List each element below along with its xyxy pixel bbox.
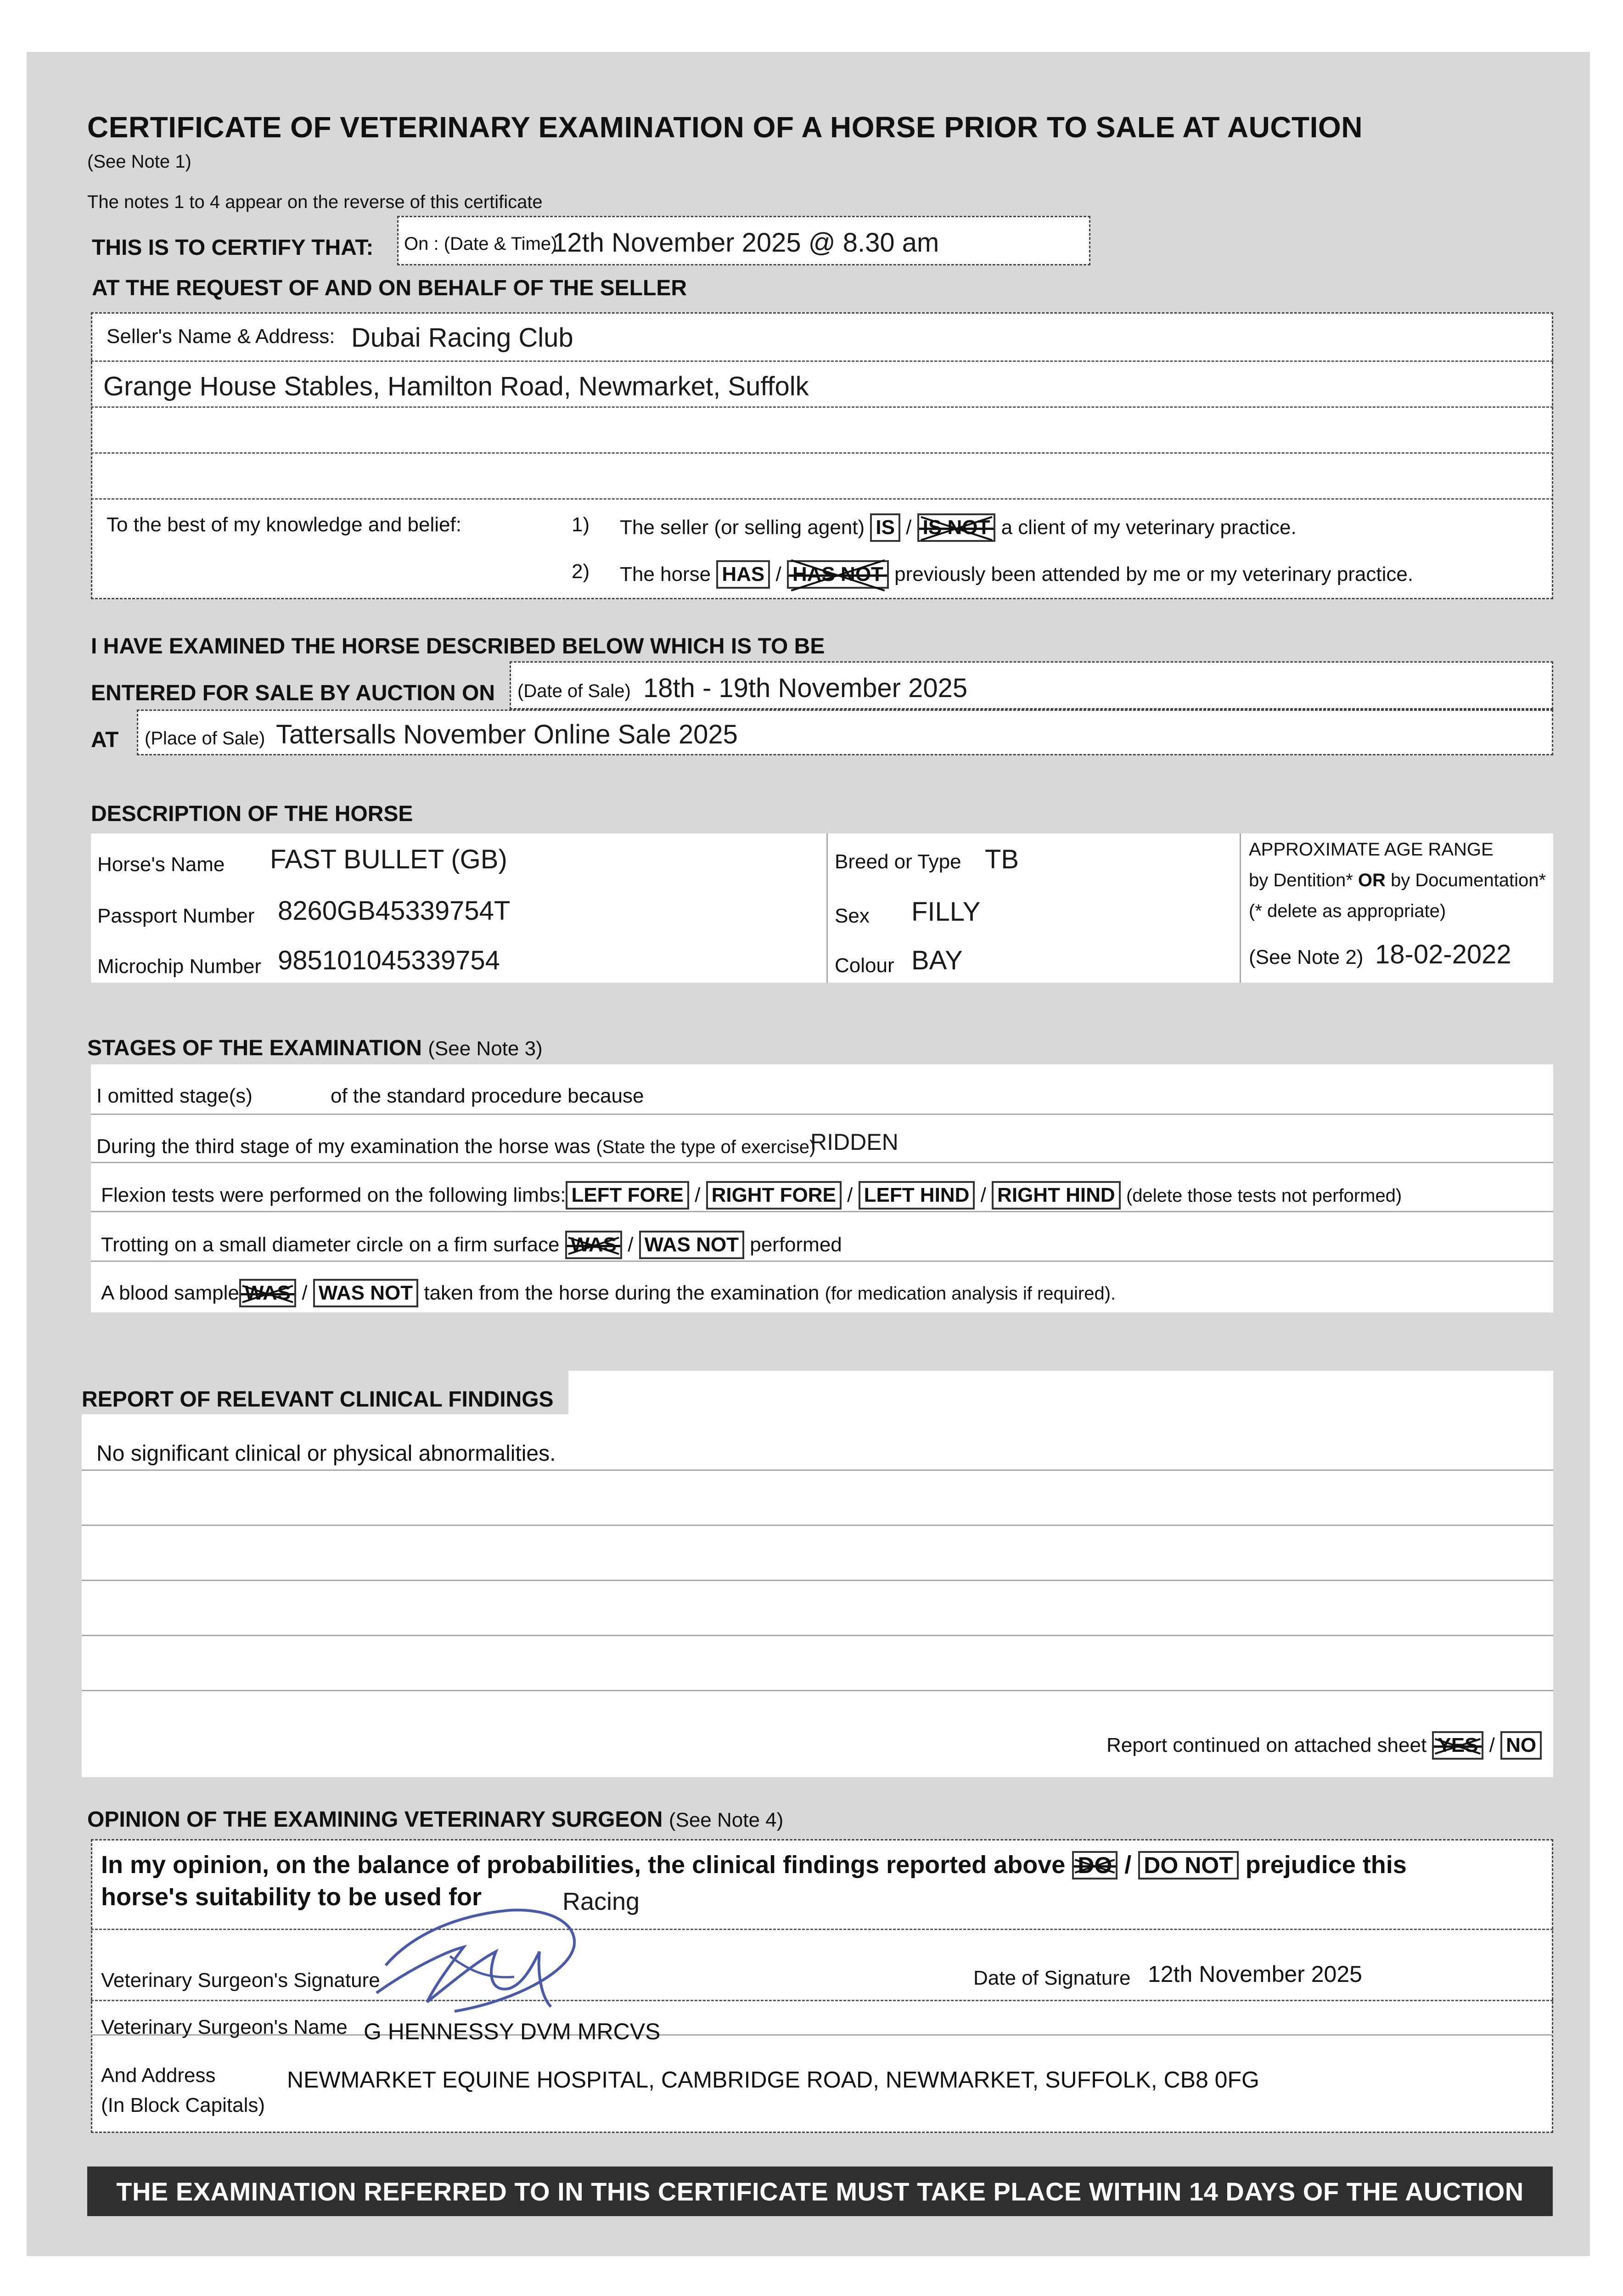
stages-title-text: STAGES OF THE EXAMINATION [87, 1036, 422, 1060]
blood-label: A blood sample [101, 1282, 239, 1304]
age-by-documentation: by Documentation* [1391, 870, 1546, 890]
blood-was-label: WAS [244, 1282, 291, 1304]
age-delete-note: (* delete as appropriate) [1249, 901, 1446, 921]
date-signature-value[interactable]: 12th November 2025 [1148, 1961, 1362, 1987]
findings-section-title: REPORT OF RELEVANT CLINICAL FINDINGS [82, 1387, 554, 1412]
flexion-label: Flexion tests were performed on the following limbs: [101, 1184, 566, 1206]
vet-address-label: And Address [101, 2064, 216, 2087]
entered-label: ENTERED FOR SALE BY AUCTION ON [91, 681, 495, 705]
question-1: The seller (or selling agent) IS / IS NOT a client of my veterinary practice. [620, 513, 1297, 542]
trotting-was-option[interactable] [565, 1231, 622, 1259]
report-continued: Report continued on attached sheet YES / NO [1106, 1731, 1542, 1760]
trotting-label: Trotting on a small diameter circle on a firm surface [101, 1233, 560, 1256]
flexion-left-fore[interactable]: LEFT FORE [566, 1181, 689, 1210]
findings-area[interactable] [82, 1414, 1553, 1777]
signature-image [358, 1896, 615, 2025]
request-label: AT THE REQUEST OF AND ON BEHALF OF THE SELLER [92, 276, 687, 300]
stages-see-note: (See Note 3) [428, 1037, 543, 1060]
datetime-label: On : (Date & Time) [404, 234, 557, 254]
question-1-number: 1) [572, 513, 590, 536]
opinion-do-option[interactable] [1072, 1851, 1118, 1880]
date-signature-label: Date of Signature [973, 1967, 1131, 1989]
third-stage-value[interactable]: RIDDEN [810, 1129, 899, 1155]
sex-value[interactable]: FILLY [911, 897, 981, 927]
opinion-statement-pre: In my opinion, on the balance of probabilities, the clinical findings reported above [101, 1851, 1066, 1879]
flexion-note: (delete those tests not performed) [1126, 1186, 1402, 1206]
passport-label: Passport Number [97, 905, 255, 927]
notes-line: The notes 1 to 4 appear on the reverse of this certificate [87, 192, 543, 212]
sale-place-field[interactable] [137, 709, 1553, 755]
question-1-text: The seller (or selling agent) [620, 516, 865, 539]
at-label: AT [91, 728, 119, 752]
question-2-number: 2) [572, 560, 590, 583]
opinion-donot-option[interactable]: DO NOT [1138, 1851, 1238, 1880]
sale-date-field[interactable] [510, 661, 1553, 709]
opinion-statement: In my opinion, on the balance of probabilities, the clinical findings reported above DO / DO NOT prejudice this [101, 1851, 1407, 1879]
knowledge-label: To the best of my knowledge and belief: [107, 513, 461, 536]
age-method [1249, 870, 1546, 891]
seller-address-value[interactable]: Grange House Stables, Hamilton Road, Newmarket, Suffolk [103, 371, 809, 401]
age-or: OR [1358, 870, 1386, 890]
findings-header-field [568, 1371, 1553, 1414]
age-see-note: (See Note 2) [1249, 946, 1364, 968]
client-isnot-option[interactable] [917, 513, 996, 542]
breed-value[interactable]: TB [985, 844, 1019, 874]
sale-place-label: (Place of Sale) [145, 728, 265, 748]
omitted-label: I omitted stage(s) [96, 1085, 253, 1107]
seller-name-label: Seller's Name & Address: [107, 325, 335, 348]
age-by-dentition: by Dentition* [1249, 870, 1353, 890]
stages-section-title [87, 1035, 543, 1061]
flexion-right-hind[interactable]: RIGHT HIND [992, 1181, 1121, 1210]
sale-date-value: 18th - 19th November 2025 [643, 673, 968, 703]
third-stage-hint: (State the type of exercise) [596, 1137, 816, 1157]
third-stage [96, 1135, 815, 1158]
age-value[interactable]: 18-02-2022 [1375, 940, 1511, 969]
continued-yes-label: YES [1438, 1734, 1478, 1756]
sale-date-label: (Date of Sale) [517, 681, 631, 701]
question-2-post: previously been attended by me or my veterinary practice. [894, 563, 1414, 585]
age-title: APPROXIMATE AGE RANGE [1249, 839, 1494, 860]
vet-address-label-2: (In Block Capitals) [101, 2094, 265, 2116]
vet-name-label: Veterinary Surgeon's Name [101, 2016, 348, 2038]
microchip-label: Microchip Number [97, 955, 261, 978]
trotting-post: performed [750, 1233, 842, 1256]
colour-value[interactable]: BAY [911, 945, 963, 975]
seller-name-value[interactable]: Dubai Racing Club [351, 323, 573, 353]
certify-label: THIS IS TO CERTIFY THAT: [92, 236, 374, 260]
trotting-wasnot-option[interactable]: WAS NOT [639, 1231, 744, 1259]
horse-name-value[interactable]: FAST BULLET (GB) [270, 844, 507, 874]
seller-box [91, 312, 1553, 599]
flexion-right-fore[interactable]: RIGHT FORE [706, 1181, 842, 1210]
attended-hasnot-label: HAS NOT [792, 563, 883, 585]
question-1-post: a client of my veterinary practice. [1001, 516, 1297, 539]
datetime-value: 12th November 2025 @ 8.30 am [552, 228, 939, 258]
blood-note: (for medication analysis if required). [825, 1283, 1116, 1304]
report-continued-label: Report continued on attached sheet [1106, 1734, 1427, 1756]
opinion-line2: horse's suitability to be used for [101, 1883, 482, 1911]
blood-was-option[interactable] [239, 1279, 296, 1307]
title-see-note: (See Note 1) [87, 152, 191, 172]
findings-text[interactable]: No significant clinical or physical abnormalities. [96, 1441, 556, 1466]
question-2: The horse HAS / HAS NOT previously been attended by me or my veterinary practice. [620, 560, 1413, 589]
trotting-row: Trotting on a small diameter circle on a firm surface WAS / WAS NOT performed [101, 1231, 842, 1259]
opinion-do-label: DO [1078, 1852, 1112, 1878]
blood-post: taken from the horse during the examination [424, 1282, 820, 1304]
question-2-text: The horse [620, 563, 711, 585]
client-is-option[interactable]: IS [870, 513, 900, 542]
opinion-see-note: (See Note 4) [668, 1809, 784, 1831]
vet-name-value[interactable]: G HENNESSY DVM MRCVS [364, 2019, 661, 2044]
colour-label: Colour [835, 954, 894, 977]
horse-section-title: DESCRIPTION OF THE HORSE [91, 802, 413, 826]
horse-name-label: Horse's Name [97, 853, 225, 876]
use-value[interactable]: Racing [562, 1888, 640, 1915]
blood-row: A blood sample WAS / WAS NOT taken from the horse during the examination (for medication analysis if required). [101, 1279, 1116, 1307]
passport-value[interactable]: 8260GB45339754T [278, 896, 511, 926]
vet-address-value[interactable]: NEWMARKET EQUINE HOSPITAL, CAMBRIDGE ROAD, NEWMARKET, SUFFOLK, CB8 0FG [287, 2067, 1259, 2093]
examined-label: I HAVE EXAMINED THE HORSE DESCRIBED BELOW WHICH IS TO BE [91, 634, 825, 658]
continued-yes-option[interactable] [1432, 1731, 1483, 1760]
continued-no-option[interactable]: NO [1500, 1731, 1542, 1760]
microchip-value[interactable]: 985101045339754 [278, 945, 500, 975]
opinion-section-title [87, 1807, 783, 1832]
flexion-row: Flexion tests were performed on the following limbs: LEFT FORE / RIGHT FORE / LEFT HIND / RIGHT HIND (delete those tests not performed) [101, 1181, 1402, 1210]
omitted-post: of the standard procedure because [331, 1085, 644, 1107]
attended-has-option[interactable]: HAS [716, 560, 770, 589]
page-title: CERTIFICATE OF VETERINARY EXAMINATION OF A HORSE PRIOR TO SALE AT AUCTION [87, 111, 1363, 144]
sale-place-value: Tattersalls November Online Sale 2025 [276, 720, 738, 749]
sex-label: Sex [835, 905, 870, 927]
client-isnot-label: IS NOT [922, 516, 990, 539]
footer-banner: THE EXAMINATION REFERRED TO IN THIS CERTIFICATE MUST TAKE PLACE WITHIN 14 DAYS OF THE AUCTION [87, 2167, 1553, 2216]
blood-wasnot-option[interactable]: WAS NOT [313, 1279, 418, 1307]
breed-label: Breed or Type [835, 850, 961, 873]
opinion-title-text: OPINION OF THE EXAMINING VETERINARY SURGEON [87, 1807, 663, 1832]
third-stage-label: During the third stage of my examination the horse was [96, 1135, 591, 1158]
signature-label: Veterinary Surgeon's Signature [101, 1969, 380, 1992]
opinion-statement-post: prejudice this [1245, 1851, 1407, 1879]
flexion-left-hind[interactable]: LEFT HIND [859, 1181, 975, 1210]
trotting-was-label: WAS [570, 1233, 617, 1256]
attended-hasnot-option[interactable] [787, 560, 889, 589]
exam-datetime-field[interactable] [397, 216, 1090, 265]
